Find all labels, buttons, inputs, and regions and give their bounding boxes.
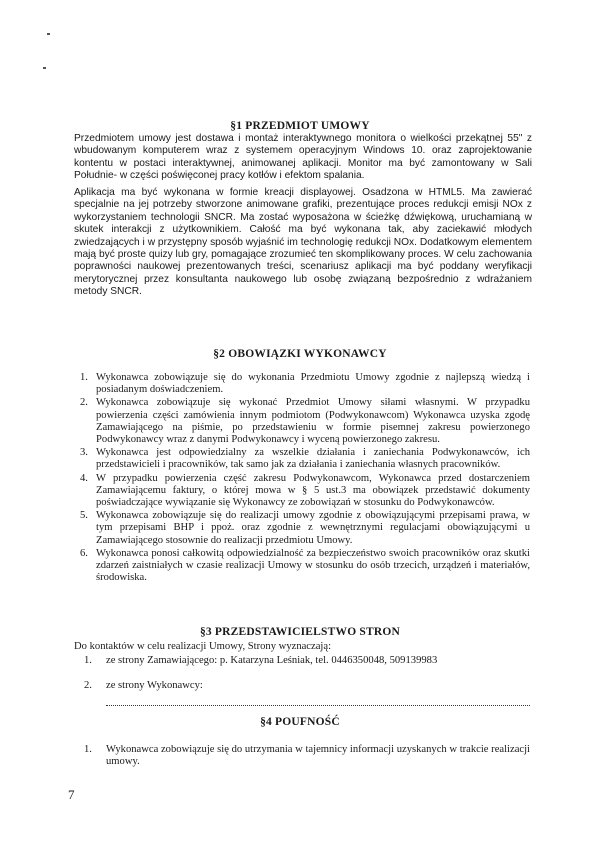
item-number: 5. bbox=[80, 510, 88, 522]
list-item bbox=[74, 447, 530, 471]
item-text: Wykonawca jest odpowiedzialny za wszelkie działania i zaniechania Podwykonawców, ich przedstawicieli i pracowników, tak samo jak za działania i zaniechania własnych pracowników. bbox=[96, 447, 530, 471]
item-number: 3. bbox=[80, 447, 88, 459]
item-text: Wykonawca zobowiązuje się do realizacji umowy zgodnie z obowiązującymi przepisami prawa, w tym przepisami BHP i ppoż. oraz zgodnie z wewnętrznymi regulacjami obowiązującymi u Zamawiającego stosownie do realizacji przedmiotu Umowy. bbox=[96, 510, 530, 546]
list-item bbox=[74, 397, 530, 446]
list-item bbox=[74, 473, 530, 510]
list-item bbox=[74, 548, 530, 585]
section-4-title: §4 POUFNOŚĆ bbox=[260, 716, 340, 728]
item-number: 2. bbox=[84, 680, 92, 691]
section-1-paragraph-1: Przedmiotem umowy jest dostawa i montaż interaktywnego monitora o wielkości przekątnej 55" z wbudowanym komputerem wraz z systemem operacyjnym Windows 10. oraz zaprojektowanie kontentu w postaci interaktywnej, animowanej aplikacji. Monitor ma być zamontowany w Sali Południe- w części poświęconej pracy kotłów i efektom spalania. bbox=[74, 133, 532, 182]
list-item bbox=[74, 372, 530, 396]
item-number: 1. bbox=[80, 372, 88, 383]
confidentiality-item: Wykonawca zobowiązuje się do utrzymania w tajemnicy informacji uzyskanych w trakcie realizacji umowy. bbox=[106, 744, 530, 768]
scan-mark bbox=[47, 33, 50, 35]
item-number: 2. bbox=[80, 397, 88, 409]
item-text: Wykonawca zobowiązuje się wykonać Przedmiot Umowy siłami własnymi. W przypadku powierzenia części zamówienia innym podmiotom (Podwykonawcom) Wykonawca uzyska zgodę Zamawiającego na piśmie, po przedstawieniu w formie pisemnej zakresu powierzonego Podwykonawcy wraz z danymi Podwykonawcy i wyceną powierzonego zakresu. bbox=[96, 397, 530, 446]
contact-wykonawca: ze strony Wykonawcy: bbox=[106, 680, 203, 691]
item-text: Wykonawca zobowiązuje się do wykonania Przedmiotu Umowy zgodnie z najlepszą wiedzą i posiadanym doświadczeniem. bbox=[96, 372, 530, 396]
page-number: 7 bbox=[68, 787, 75, 802]
scan-mark bbox=[43, 67, 46, 69]
item-text: W przypadku powierzenia część zakresu Podwykonawcom, Wykonawca przed dostarczeniem Zamawiającemu faktury, o której mowa w § 5 ust.3 ma obowiązek przedstawić dokumenty poświadczające wywiązanie się Wykonawcy ze zobowiązań w stosunku do Podwykonawców. bbox=[96, 472, 530, 509]
section-2-list bbox=[74, 372, 530, 585]
section-1-paragraph-2: Aplikacja ma być wykonana w formie kreacji displayowej. Osadzona w HTML5. Ma zawierać specjalnie na jej potrzeby stworzone animowane grafiki, prezentujące proces redukcji emisji NOx z wykorzystaniem technologii SNCR. Ma zostać wyposażona w ścieżkę dźwiękową, uruchamianą w skutek interakcji z użytkownikiem. Całość ma być wykonana tak, aby zaciekawić młodych zwiedzających i w przystępny sposób wyjaśnić im technologię redukcji NOx. Dodatkowym elementem mają być proste quizy lub gry, pomagające zrozumieć ten skomplikowany proces. W celu zachowania poprawności naukowej prezentowanych treści, scenariusz aplikacji ma być poddany weryfikacji merytorycznej przez konsultanta naukowego lub osobę związaną bezpośrednio z wdrażaniem metody SNCR. bbox=[74, 187, 532, 298]
contact-zamawiajacy: ze strony Zamawiającego: p. Katarzyna Leśniak, tel. 0446350048, 509139983 bbox=[106, 655, 438, 666]
item-number: 1. bbox=[84, 655, 92, 666]
section-3-intro: Do kontaktów w celu realizacji Umowy, Strony wyznaczają: bbox=[74, 641, 332, 652]
list-item bbox=[74, 510, 530, 547]
section-3-title: §3 PRZEDSTAWICIELSTWO STRON bbox=[199, 626, 401, 638]
item-number: 4. bbox=[80, 472, 88, 484]
item-number: 6. bbox=[80, 547, 88, 559]
fill-in-line bbox=[106, 703, 530, 706]
section-1-title: §1 PRZEDMIOT UMOWY bbox=[230, 120, 370, 132]
item-text: Wykonawca ponosi całkowitą odpowiedzialność za bezpieczeństwo swoich pracowników oraz skutki zdarzeń zaistniałych w czasie realizacji Umowy w stosunku do osób trzecich, urządzeń i materiałów, środowiska. bbox=[96, 547, 530, 584]
item-number: 1. bbox=[84, 744, 92, 755]
section-2-title: §2 OBOWIĄZKI WYKONAWCY bbox=[213, 348, 387, 360]
